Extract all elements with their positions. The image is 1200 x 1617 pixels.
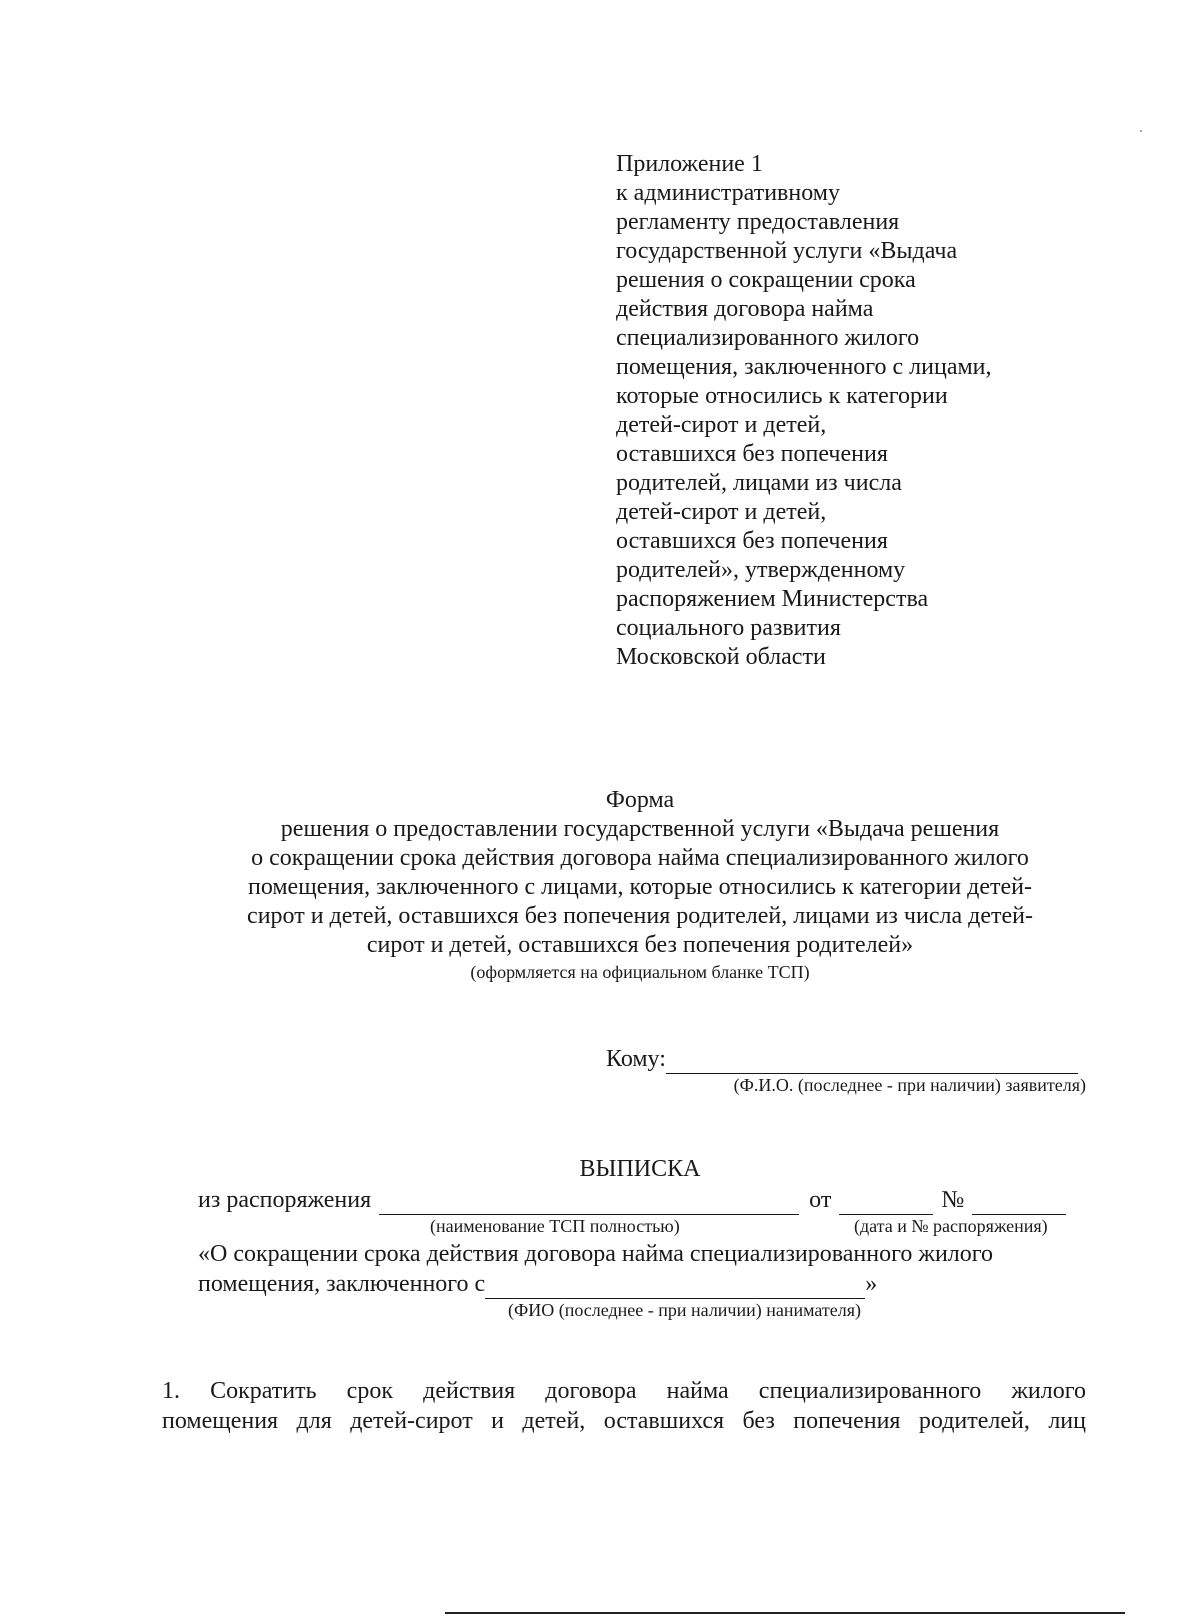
recipient-label: Кому: (606, 1046, 666, 1072)
clause-line: 1. Сократить срок действия договора найма специализированного жилого (162, 1378, 1086, 1404)
appendix-line: действия договора найма (616, 296, 874, 322)
appendix-line: помещения, заключенного с лицами, (616, 354, 992, 380)
extract-title: ВЫПИСКА (579, 1156, 701, 1182)
clause-paragraph (162, 1376, 1086, 1436)
form-title-line: помещения, заключенного с лицами, которые относились к категории детей- (247, 874, 1033, 900)
recipient-note: (Ф.И.О. (последнее - при наличии) заявителя) (733, 1075, 1086, 1095)
form-title-line: сирот и детей, оставшихся без попечения родителей» (366, 932, 914, 958)
number-label: № (941, 1187, 965, 1213)
appendix-line: родителей», утвержденному (616, 557, 906, 583)
order-prefix: из распоряжения (198, 1187, 372, 1213)
appendix-line: которые относились к категории (616, 383, 948, 409)
order-number-field[interactable] (972, 1192, 1066, 1215)
recipient-row (606, 1044, 1086, 1074)
extract-block (198, 1185, 1088, 1321)
form-title-line: решения о предоставлении государственной услуги «Выдача решения (280, 816, 1000, 842)
date-note: (дата и № распоряжения) (854, 1216, 1048, 1236)
appendix-line: решения о сокращении срока (616, 267, 916, 293)
tsp-name-field[interactable] (379, 1192, 799, 1215)
appendix-line: к административному (616, 180, 840, 206)
form-title-note: (оформляется на официальном бланке ТСП) (470, 962, 810, 982)
tenant-notes-row (198, 1299, 1088, 1321)
subject-line-2-suffix: » (865, 1271, 878, 1297)
tenant-note: (ФИО (последнее - при наличии) нанимателя) (508, 1300, 862, 1320)
appendix-line: социального развития (616, 615, 841, 641)
subject-line-2-prefix: помещения, заключенного с (198, 1271, 486, 1297)
appendix-line: государственной услуги «Выдача (616, 238, 958, 264)
form-title-line: о сокращении срока действия договора найма специализированного жилого (251, 845, 1029, 871)
tsp-note: (наименование ТСП полностью) (430, 1216, 680, 1236)
appendix-line: родителей, лицами из числа (616, 470, 902, 496)
recipient-block (606, 1044, 1086, 1096)
from-label: от (809, 1187, 832, 1213)
clause-line: помещения для детей-сирот и детей, оставшихся без попечения родителей, лиц (162, 1408, 1086, 1434)
appendix-header (616, 150, 1086, 672)
subject-row-1 (198, 1239, 1088, 1269)
appendix-line: детей-сирот и детей, (616, 499, 827, 525)
appendix-line: Московской области (616, 644, 826, 670)
appendix-line: оставшихся без попечения (616, 441, 888, 467)
appendix-line: детей-сирот и детей, (616, 412, 827, 438)
order-row (198, 1185, 1088, 1215)
recipient-name-field[interactable] (666, 1051, 1078, 1074)
appendix-line: распоряжением Министерства (616, 586, 929, 612)
form-title (150, 786, 1130, 984)
form-title-line: Форма (605, 787, 675, 813)
scan-speck (1140, 130, 1142, 132)
appendix-line: специализированного жилого (616, 325, 920, 351)
subject-row-2 (198, 1269, 1088, 1299)
tenant-name-field[interactable] (485, 1276, 865, 1299)
appendix-line: регламенту предоставления (616, 209, 900, 235)
order-notes-row (198, 1215, 1088, 1237)
appendix-line: оставшихся без попечения (616, 528, 888, 554)
scan-edge-line (445, 1612, 1125, 1614)
appendix-line: Приложение 1 (616, 151, 763, 177)
form-title-line: сирот и детей, оставшихся без попечения родителей, лицами из числа детей- (247, 903, 1033, 929)
subject-line-1: «О сокращении срока действия договора найма специализированного жилого (198, 1241, 994, 1267)
order-date-field[interactable] (839, 1192, 933, 1215)
